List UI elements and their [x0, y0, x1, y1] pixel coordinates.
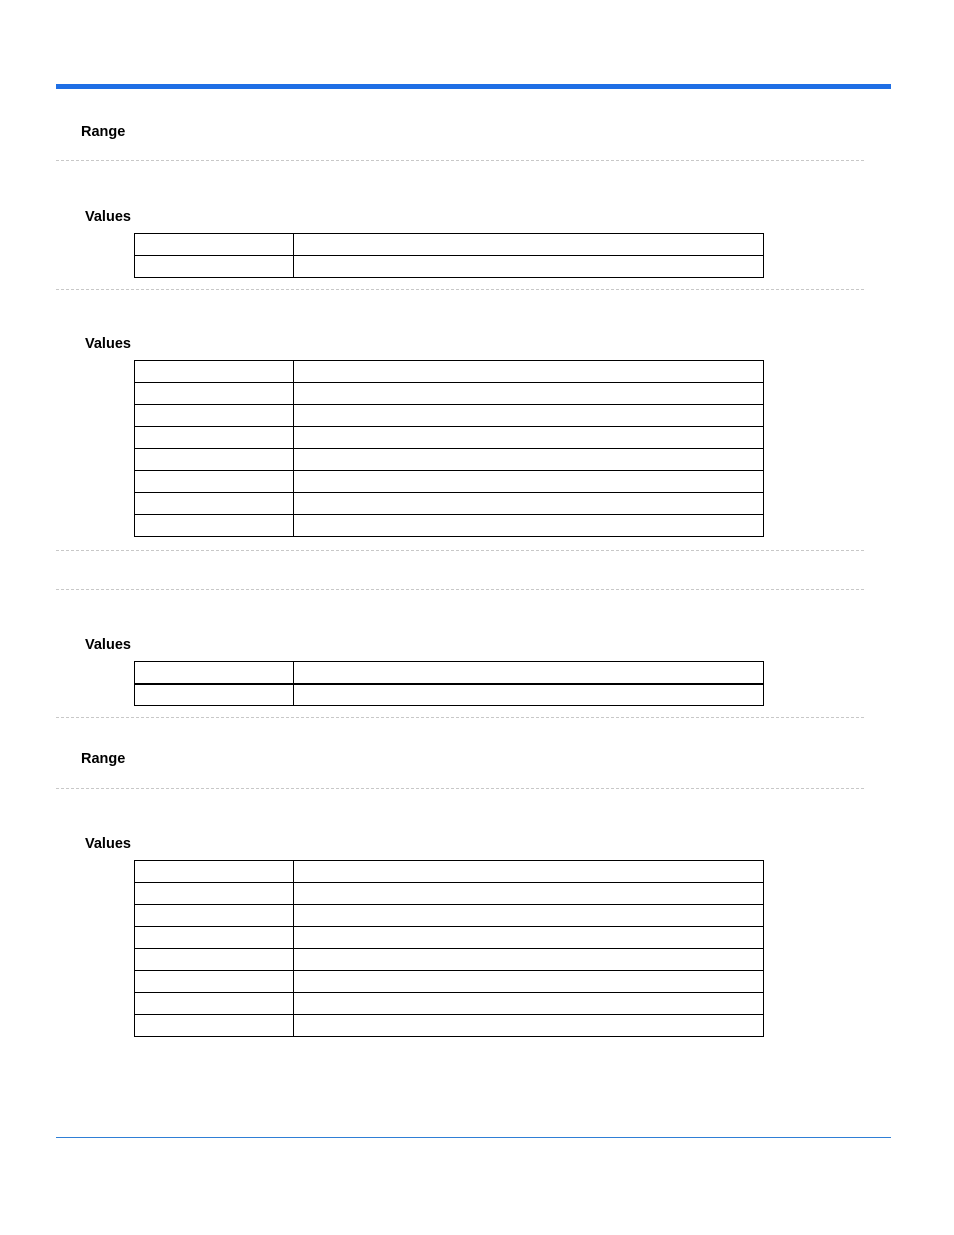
table-cell	[294, 449, 764, 471]
table-row	[135, 471, 764, 493]
values-table	[134, 661, 764, 706]
table-cell	[294, 361, 764, 383]
footer-rule	[56, 1137, 891, 1138]
table-row	[135, 684, 764, 706]
table-cell	[135, 662, 294, 684]
table-cell	[135, 515, 294, 537]
table-cell	[294, 234, 764, 256]
table-row	[135, 361, 764, 383]
section-separator	[56, 717, 864, 718]
table-cell	[135, 684, 294, 706]
table-cell	[294, 383, 764, 405]
table-cell	[135, 361, 294, 383]
table-row	[135, 427, 764, 449]
table-row	[135, 449, 764, 471]
values-label: Values	[85, 209, 131, 225]
table-cell	[135, 883, 294, 905]
table-cell	[294, 515, 764, 537]
table-row	[135, 405, 764, 427]
table-cell	[294, 949, 764, 971]
table-cell	[294, 927, 764, 949]
table-row	[135, 883, 764, 905]
table-cell	[294, 861, 764, 883]
range-label: Range	[81, 124, 126, 140]
table-cell	[294, 684, 764, 706]
table-cell	[135, 927, 294, 949]
table-row	[135, 949, 764, 971]
table-cell	[294, 427, 764, 449]
table-row	[135, 383, 764, 405]
table-cell	[135, 493, 294, 515]
table-row	[135, 662, 764, 684]
section-separator	[56, 589, 864, 590]
values-label: Values	[85, 637, 131, 653]
table-cell	[135, 449, 294, 471]
table-row	[135, 861, 764, 883]
table-cell	[135, 427, 294, 449]
table-row	[135, 905, 764, 927]
section-separator	[56, 160, 864, 161]
table-cell	[294, 883, 764, 905]
table-row	[135, 1015, 764, 1037]
table-cell	[294, 256, 764, 278]
table-cell	[135, 256, 294, 278]
values-table	[134, 860, 764, 1037]
table-row	[135, 256, 764, 278]
values-label: Values	[85, 836, 131, 852]
table-cell	[135, 1015, 294, 1037]
table-cell	[135, 861, 294, 883]
section-separator	[56, 788, 864, 789]
table-cell	[135, 234, 294, 256]
table-cell	[294, 971, 764, 993]
table-cell	[294, 1015, 764, 1037]
table-cell	[294, 662, 764, 684]
header-rule	[56, 84, 891, 89]
table-cell	[135, 949, 294, 971]
table-row	[135, 493, 764, 515]
section-separator	[56, 550, 864, 551]
table-cell	[135, 471, 294, 493]
table-cell	[294, 493, 764, 515]
section-separator	[56, 289, 864, 290]
values-table	[134, 360, 764, 537]
table-row	[135, 993, 764, 1015]
table-cell	[294, 405, 764, 427]
range-label: Range	[81, 751, 126, 767]
table-cell	[294, 993, 764, 1015]
table-cell	[135, 383, 294, 405]
table-cell	[135, 971, 294, 993]
table-cell	[135, 905, 294, 927]
table-cell	[135, 405, 294, 427]
table-row	[135, 515, 764, 537]
table-cell	[294, 471, 764, 493]
table-row	[135, 234, 764, 256]
table-cell	[135, 993, 294, 1015]
table-row	[135, 971, 764, 993]
values-label: Values	[85, 336, 131, 352]
values-table	[134, 233, 764, 278]
table-row	[135, 927, 764, 949]
table-cell	[294, 905, 764, 927]
